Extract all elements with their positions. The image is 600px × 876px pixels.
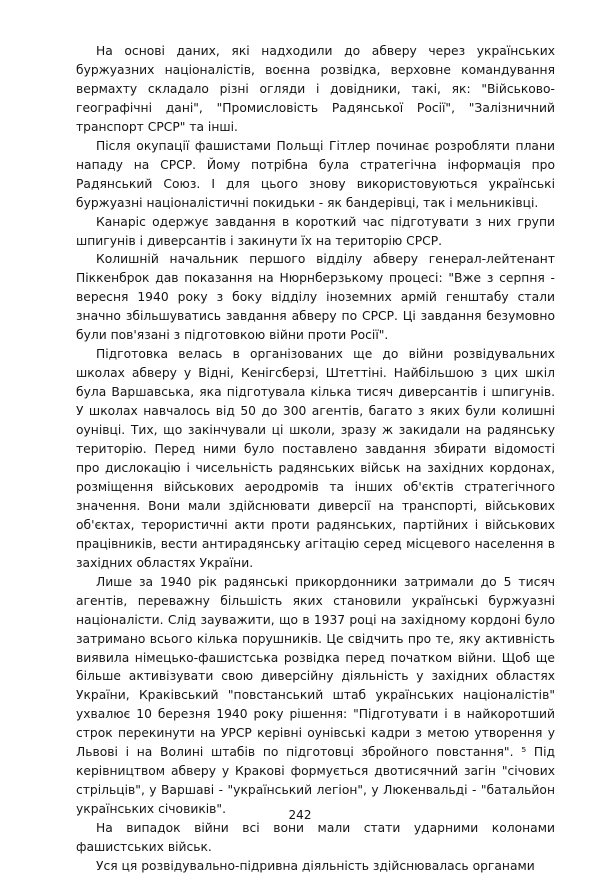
paragraph: Колишній начальник першого відділу абверу генерал-лейтенант Піккенброк дав показання на Нюрнберзькому процесі: "Вже з серпня - вересня 1940 року з боку відділу іноземних армій генштабу стали значно збільшуватись завдання абверу по СРСР. Ці завдання безумовно були пов'язані з підготовкою війни проти Росії".: [76, 252, 555, 343]
body-text: [76, 42, 555, 876]
paragraph: Уся ця розвідувально-підривна діяльність здійснювалась органами: [96, 858, 535, 873]
paragraph: Після окупації фашистами Польщі Гітлер починає розробляти плани нападу на СРСР. Йому потрібна була стратегічна інформація про Радянський Союз. І для цього знову використовуються українські буржуазні націоналістичні покидьки - як бандерівці, так і мельниківці.: [76, 138, 555, 210]
paragraph: Підготовка велась в організованих ще до війни розвідувальних школах абверу у Відні, Кенігсберзі, Штеттіні. Найбільшою з цих шкіл була Варшавська, яка підготувала кілька тисяч диверсантів і шпигунів. У школах навчалось від 50 до 300 агентів, багато з яких були колишні оунівці. Тих, що закінчували ці школи, зразу ж закидали на радянську територію. Перед ними було поставлено завдання збирати відомості про дислокацію і чисельність радянських військ на західних кордонах, розміщення військових аеродромів та інших об'єктів стратегічного значення. Вони мали здійснювати диверсії на транспорті, військових об'єктах, терористичні акти проти радянських, партійних і військових працівників, вести антирадянську агітацію серед місцевого населення в західних областях України.: [76, 347, 555, 570]
paragraph: Лише за 1940 рік радянські прикордонники затримали до 5 тисяч агентів, переважну більшість яких становили українські буржуазні націоналісти. Слід зауважити, що в 1937 році на західному кордоні було затримано всього кілька порушників. Це свідчить про те, яку активність виявила німецько-фашистська розвідка перед початком війни. Щоб ще більше активізувати свою диверсійну діяльність у західних областях України, Краківський "повстанський штаб українських націоналістів" ухвалює 10 березня 1940 року рішення: "Підготувати і в найкоротший строк перекинути на УРСР керівні оунівські кадри з метою утворення у Львові і на Волині штабів по підготовці збройного повстання". ⁵ Під керівництвом абверу у Кракові формується двотисячний загін "січових стрільців", у Варшаві - "український легіон", у Люкенвальді - "батальйон українських січовиків".: [76, 574, 555, 817]
page-number: 242: [288, 808, 312, 822]
paragraph: Канаріс одержує завдання в короткий час підготувати з них групи шпигунів і диверсантів і закинути їх на територію СРСР.: [76, 214, 555, 248]
paragraph: На основі даних, які надходили до абверу через українських буржуазних націоналістів, воєнна розвідка, верховне командування вермахту складало різні огляди і довідники, такі, як: "Військово-географічні дані", "Промисловість Радянської Росії", "Залізничний транспорт СРСР" та інші.: [76, 44, 555, 134]
paragraph: На випадок війни всі вони мали стати ударними колонами фашистських військ.: [76, 821, 555, 855]
